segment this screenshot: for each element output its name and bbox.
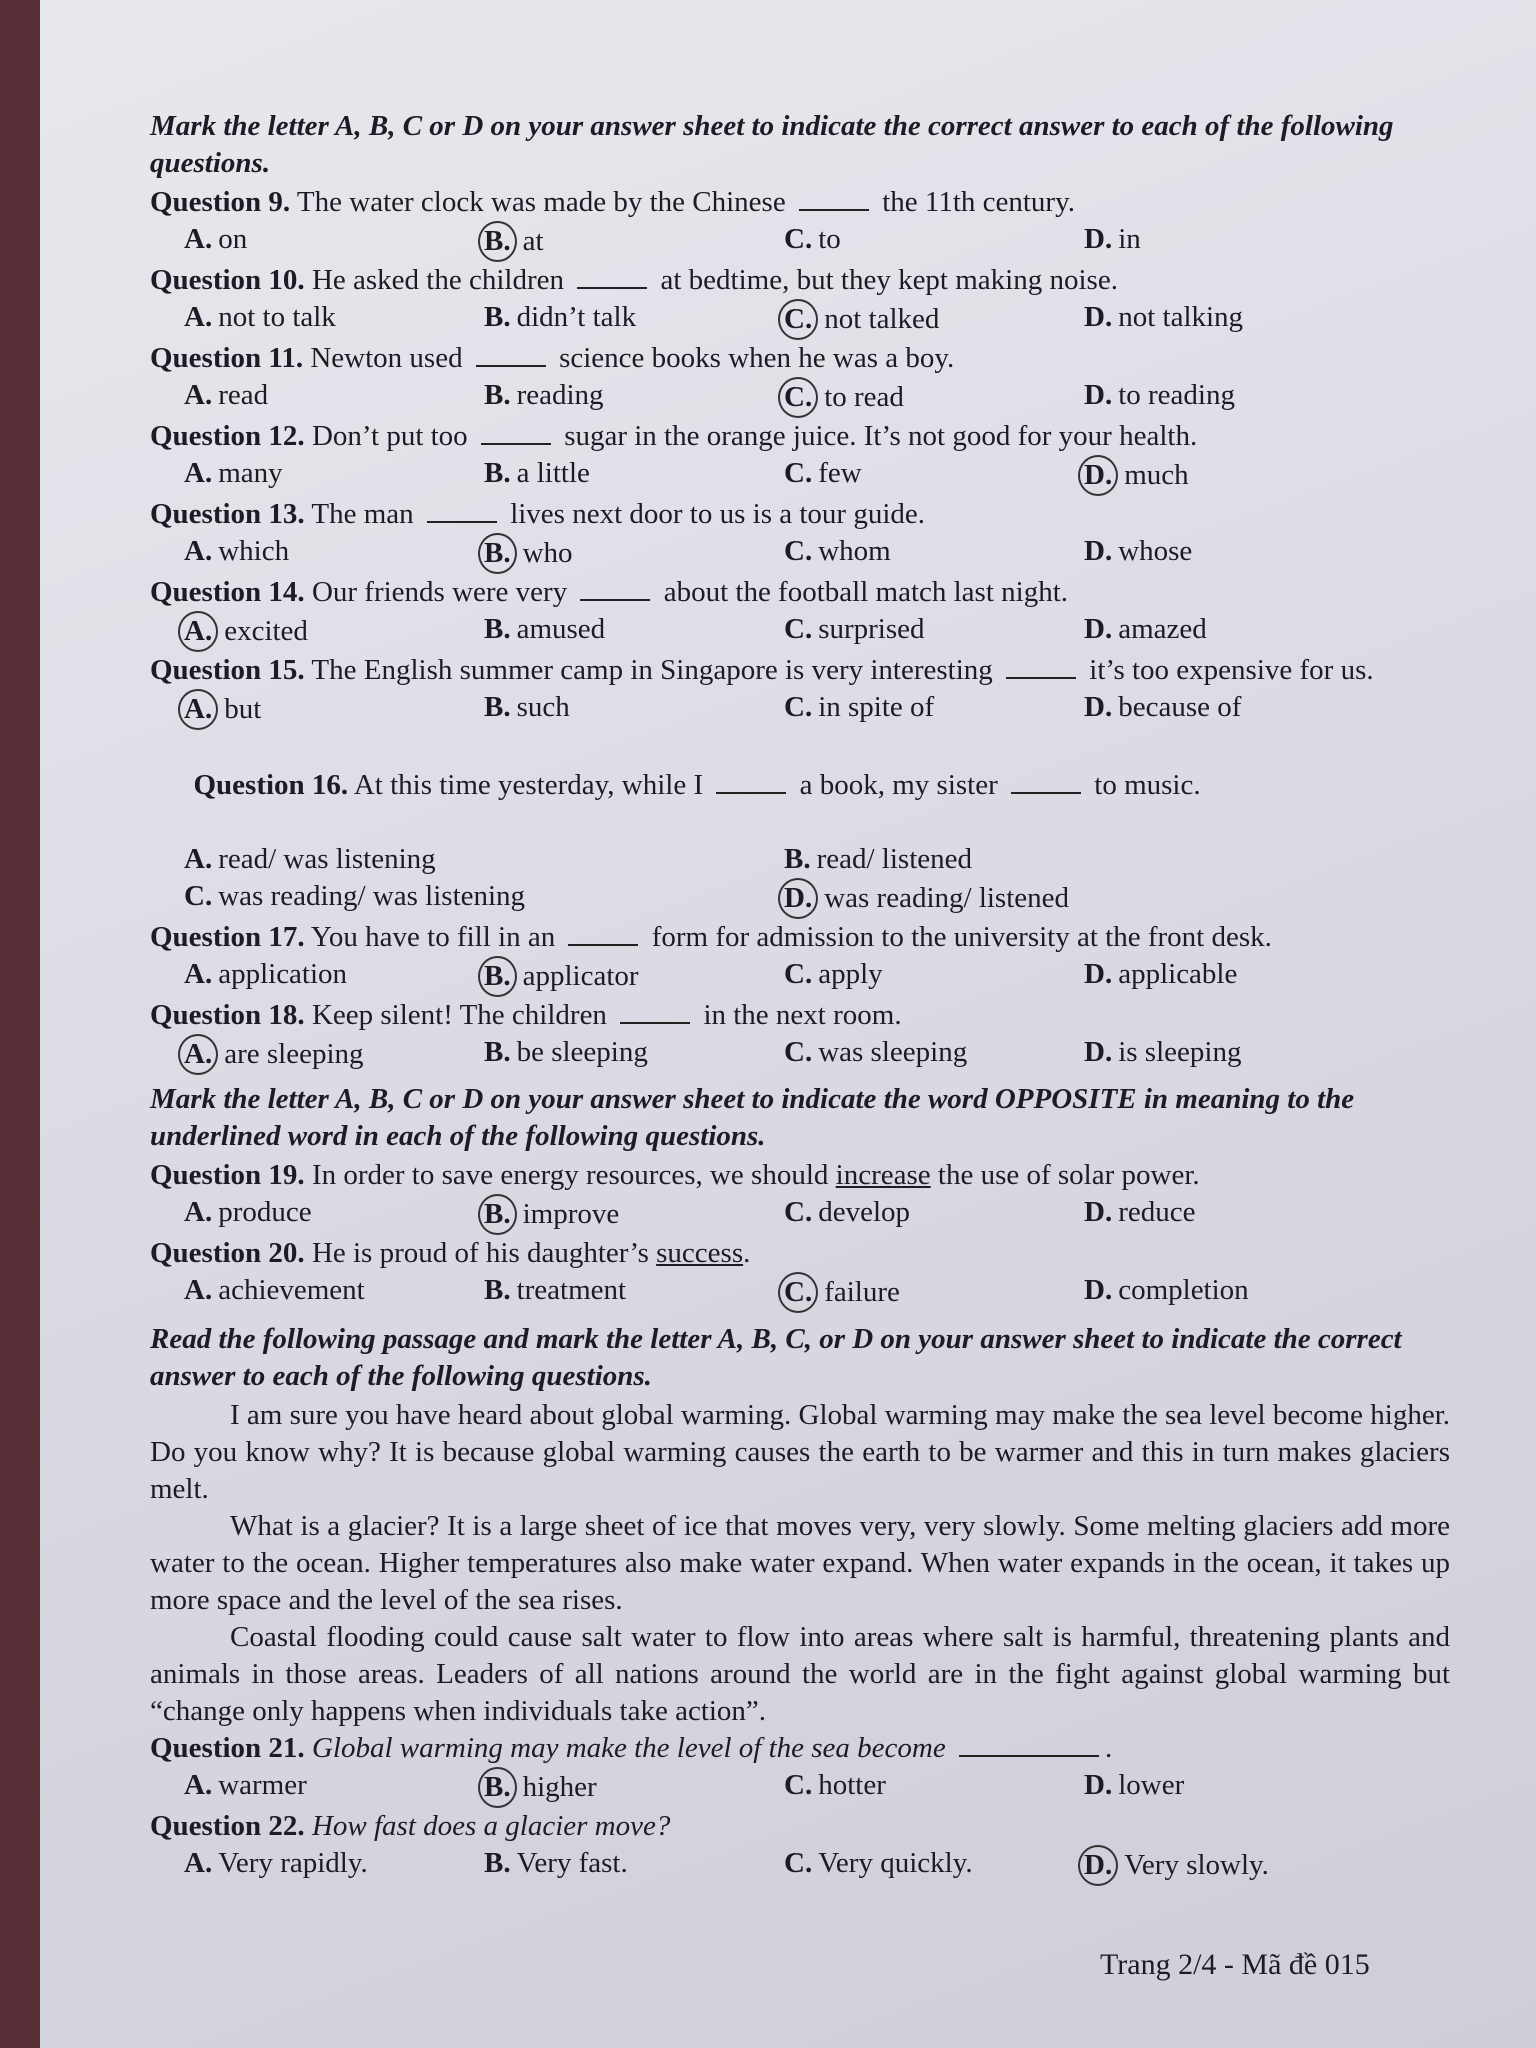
question-text: to music. (1087, 769, 1201, 801)
question-item (150, 340, 1450, 377)
option-letter: C. (784, 223, 813, 255)
option-letter: A. (178, 1034, 218, 1075)
option-letter: B. (478, 533, 517, 574)
option-text: many (218, 457, 283, 489)
option-letter: B. (478, 221, 517, 262)
option-b (484, 455, 784, 496)
question-item (150, 496, 1450, 533)
option-b (484, 377, 784, 418)
option-text: surprised (818, 613, 925, 645)
option-b (484, 533, 784, 574)
option-c (784, 299, 1084, 340)
option-d: D. lower (1084, 1769, 1185, 1801)
option-b (484, 689, 784, 730)
option-c (784, 377, 1084, 418)
option-text: is sleeping (1118, 1036, 1242, 1068)
question-label: Question 11. (150, 342, 304, 374)
option-text: to read (824, 381, 904, 413)
option-letter: B. (484, 457, 511, 489)
options-row (184, 611, 1450, 652)
question-label: Question 17. (150, 921, 305, 953)
option-a: A. warmer (184, 1769, 307, 1801)
option-text: was sleeping (818, 1036, 968, 1068)
question-label: Question 12. (150, 420, 305, 452)
option-a (184, 689, 484, 730)
question-text: The English summer camp in Singapore is very interesting (304, 654, 1001, 686)
option-b: B. treatment (484, 1274, 627, 1306)
answer-blank (481, 419, 551, 445)
option-letter: C. (778, 377, 818, 418)
question-text: in the next room. (696, 999, 902, 1031)
question-item (150, 184, 1450, 221)
option-text: in (1118, 223, 1141, 255)
option-text: not talked (824, 303, 940, 335)
option-text: didn’t talk (516, 301, 637, 333)
option-text: but (224, 693, 262, 725)
option-text: not to talk (218, 301, 336, 333)
option-letter: C. (778, 299, 818, 340)
option-c: C. develop (784, 1196, 911, 1228)
option-letter: D. (1084, 223, 1113, 255)
question-text: sugar in the orange juice. It’s not good for your health. (556, 420, 1198, 452)
option-letter: D. (1084, 958, 1113, 990)
question-text: lives next door to us is a tour guide. (502, 498, 925, 530)
option-d: D. completion (1084, 1274, 1249, 1306)
reading-passage (150, 1397, 1450, 1730)
option-text: because of (1118, 691, 1242, 723)
option-text: applicable (1118, 958, 1238, 990)
options-row (184, 1767, 1450, 1808)
question-text: at bedtime, but they kept making noise. (653, 264, 1118, 296)
passage-paragraph: What is a glacier? It is a large sheet of ice that moves very, very slowly. Some melting glaciers add more water to the ocean. Higher temperatures also make water expand. When water expands in the ocean, it takes up more space and the level of the sea rises. (150, 1510, 1450, 1616)
option-d (1084, 377, 1384, 418)
option-d (1084, 956, 1384, 997)
option-a (184, 299, 484, 340)
option-d: D. Very slowly. (1084, 1845, 1384, 1886)
option-letter: D. (1084, 535, 1113, 567)
option-letter: C. (784, 958, 813, 990)
options-row (184, 299, 1450, 340)
option-a (184, 221, 484, 262)
question-text: a book, my sister (792, 769, 1006, 801)
option-letter: C. (784, 613, 813, 645)
option-text: whom (818, 535, 891, 567)
option-text: be sleeping (516, 1036, 648, 1068)
option-text: much (1124, 459, 1189, 491)
question-16 (150, 730, 1450, 841)
option-c: C. failure (784, 1272, 1084, 1313)
options-row (184, 533, 1450, 574)
option-text: who (522, 537, 573, 569)
answer-blank (577, 263, 647, 289)
question-text: science books when he was a boy. (551, 342, 955, 374)
option-text: read (218, 379, 269, 411)
option-a (184, 611, 484, 652)
option-d (1084, 221, 1384, 262)
question-text: You have to fill in an (304, 921, 563, 953)
question-item (150, 919, 1450, 956)
question-19: Question 19. In order to save energy resources, we should increase the use of solar power. (150, 1159, 1200, 1191)
option-d (1084, 455, 1384, 496)
option-c (784, 1034, 1084, 1075)
options-row (184, 841, 1450, 878)
question-text: At this time yesterday, while I (348, 769, 711, 801)
exam-page (40, 0, 1536, 2048)
option-text: application (218, 958, 348, 990)
answer-blank (1011, 768, 1081, 794)
option-letter: A. (184, 958, 213, 990)
answer-blank (620, 998, 690, 1024)
question-label: Question 14. (150, 576, 305, 608)
option-a (184, 1034, 484, 1075)
exam-content (150, 108, 1450, 1886)
option-a (184, 377, 484, 418)
section1-instruction: Mark the letter A, B, C or D on your answer sheet to indicate the correct answer to each of the following questions. (150, 110, 1394, 179)
question-22: Question 22. How fast does a glacier move? (150, 1810, 671, 1842)
question-text: The man (304, 498, 421, 530)
options-row (184, 455, 1450, 496)
option-b (484, 299, 784, 340)
section1-questions-continued (150, 919, 1450, 1075)
option-letter: C. (784, 691, 813, 723)
option-a (184, 533, 484, 574)
option-letter: D. (1084, 613, 1113, 645)
question-item (150, 262, 1450, 299)
option-c (784, 221, 1084, 262)
option-d: D. reduce (1084, 1196, 1196, 1228)
option-letter: A. (184, 223, 213, 255)
option-a (184, 455, 484, 496)
option-text: apply (818, 958, 883, 990)
options-row (184, 1845, 1450, 1886)
question-item (150, 997, 1450, 1034)
answer-blank (427, 497, 497, 523)
question-label: Question 15. (150, 654, 305, 686)
option-text: in spite of (818, 691, 935, 723)
section1-questions (150, 184, 1450, 730)
question-label: Question 16. (193, 769, 349, 801)
question-label: Question 13. (150, 498, 305, 530)
option-c: C. Very quickly. (784, 1847, 973, 1879)
option-c (784, 533, 1084, 574)
options-row (184, 221, 1450, 262)
option-letter: A. (184, 301, 213, 333)
question-text: about the football match last night. (656, 576, 1069, 608)
question-21: Question 21. Global warming may make the level of the sea become . (150, 1732, 1113, 1764)
question-item (150, 652, 1450, 689)
option-c (784, 611, 1084, 652)
option-text: on (218, 223, 248, 255)
option-c (784, 689, 1084, 730)
question-20: Question 20. He is proud of his daughter’s success. (150, 1237, 751, 1269)
options-row (184, 878, 1450, 919)
option-text: to reading (1118, 379, 1235, 411)
option-letter: D. (1084, 1036, 1113, 1068)
answer-blank (799, 185, 869, 211)
question-text: Keep silent! The children (304, 999, 615, 1031)
answer-blank (1006, 653, 1076, 679)
option-letter: C. (784, 1036, 813, 1068)
options-row (184, 956, 1450, 997)
page-footer: Trang 2/4 - Mã đề 015 (1100, 1948, 1370, 1981)
option-letter: D. (1084, 691, 1113, 723)
option-b (484, 611, 784, 652)
section2-instruction: Mark the letter A, B, C or D on your answer sheet to indicate the word OPPOSITE in meaning to the underlined word in each of the following questions. (150, 1083, 1355, 1152)
question-text: Don’t put too (304, 420, 475, 452)
option-letter: B. (484, 379, 511, 411)
option-text: which (218, 535, 290, 567)
options-row (184, 1272, 1450, 1313)
option-text: whose (1118, 535, 1193, 567)
passage-paragraph: Coastal flooding could cause salt water to flow into areas where salt is harmful, threatening plants and animals in those areas. Leaders of all nations around the world are in the fight against global warming but “change only happens when individuals take action”. (150, 1621, 1450, 1727)
option-text: not talking (1118, 301, 1244, 333)
option-text: at (522, 225, 544, 257)
option-text: a little (516, 457, 590, 489)
option-text: to (818, 223, 841, 255)
option-c (784, 455, 1084, 496)
question-text: Newton used (303, 342, 470, 374)
option-letter: B. (484, 1036, 511, 1068)
options-row (184, 377, 1450, 418)
option-c (784, 956, 1084, 997)
option-letter: C. (784, 457, 813, 489)
option-a: A. read/ was listening (184, 843, 436, 875)
option-b (484, 221, 784, 262)
question-label: Question 9. (150, 186, 291, 218)
answer-blank (959, 1731, 1099, 1757)
option-letter: D. (1078, 455, 1118, 496)
options-row (184, 689, 1450, 730)
question-item (150, 574, 1450, 611)
option-d (1084, 689, 1384, 730)
option-d (1084, 533, 1384, 574)
question-text: the 11th century. (874, 186, 1075, 218)
question-text: He asked the children (304, 264, 572, 296)
option-c: C. hotter (784, 1769, 886, 1801)
answer-blank (580, 575, 650, 601)
option-d (1084, 299, 1384, 340)
option-text: reading (516, 379, 604, 411)
question-text: Our friends were very (304, 576, 575, 608)
option-a (184, 956, 484, 997)
option-b: B. higher (484, 1767, 784, 1808)
option-letter: A. (184, 379, 213, 411)
question-text: The water clock was made by the Chinese (290, 186, 793, 218)
passage-paragraph: I am sure you have heard about global warming. Global warming may make the sea level become higher. Do you know why? It is because global warming causes the earth to be warmer and this in turn makes glaciers melt. (150, 1399, 1451, 1505)
option-letter: B. (478, 956, 517, 997)
option-letter: A. (178, 689, 218, 730)
option-d (1084, 1034, 1384, 1075)
option-letter: A. (178, 611, 218, 652)
option-letter: B. (484, 301, 511, 333)
option-letter: D. (1084, 301, 1113, 333)
option-letter: A. (184, 535, 213, 567)
option-c: C. was reading/ was listening (184, 880, 526, 912)
option-text: applicator (522, 960, 639, 992)
option-letter: A. (184, 457, 213, 489)
option-text: are sleeping (224, 1038, 364, 1070)
option-d: D. was reading/ listened (784, 878, 1384, 919)
option-text: amazed (1118, 613, 1207, 645)
option-b: B. read/ listened (784, 843, 973, 875)
option-letter: D. (1084, 379, 1113, 411)
question-label: Question 18. (150, 999, 305, 1031)
question-text: form for admission to the university at the front desk. (644, 921, 1272, 953)
option-text: amused (516, 613, 606, 645)
question-text: it’s too expensive for us. (1082, 654, 1374, 686)
option-letter: B. (484, 691, 511, 723)
option-a: A. Very rapidly. (184, 1847, 368, 1879)
option-text: excited (224, 615, 308, 647)
section3-instruction: Read the following passage and mark the letter A, B, C, or D on your answer sheet to indicate the correct answer to each of the following questions. (150, 1323, 1402, 1392)
answer-blank (568, 920, 638, 946)
option-b: B. Very fast. (484, 1847, 628, 1879)
underlined-word: success (656, 1237, 744, 1269)
option-letter: B. (484, 613, 511, 645)
option-d (1084, 611, 1384, 652)
option-a: A. achievement (184, 1274, 365, 1306)
question-item (150, 418, 1450, 455)
option-letter: C. (784, 535, 813, 567)
answer-blank (716, 768, 786, 794)
option-b: B. improve (484, 1194, 784, 1235)
question-label: Question 10. (150, 264, 305, 296)
answer-blank (476, 341, 546, 367)
option-text: few (818, 457, 862, 489)
options-row (184, 1034, 1450, 1075)
option-a: A. produce (184, 1196, 312, 1228)
option-b (484, 956, 784, 997)
option-text: such (516, 691, 570, 723)
underlined-word: increase (835, 1159, 931, 1191)
option-b (484, 1034, 784, 1075)
options-row (184, 1194, 1450, 1235)
